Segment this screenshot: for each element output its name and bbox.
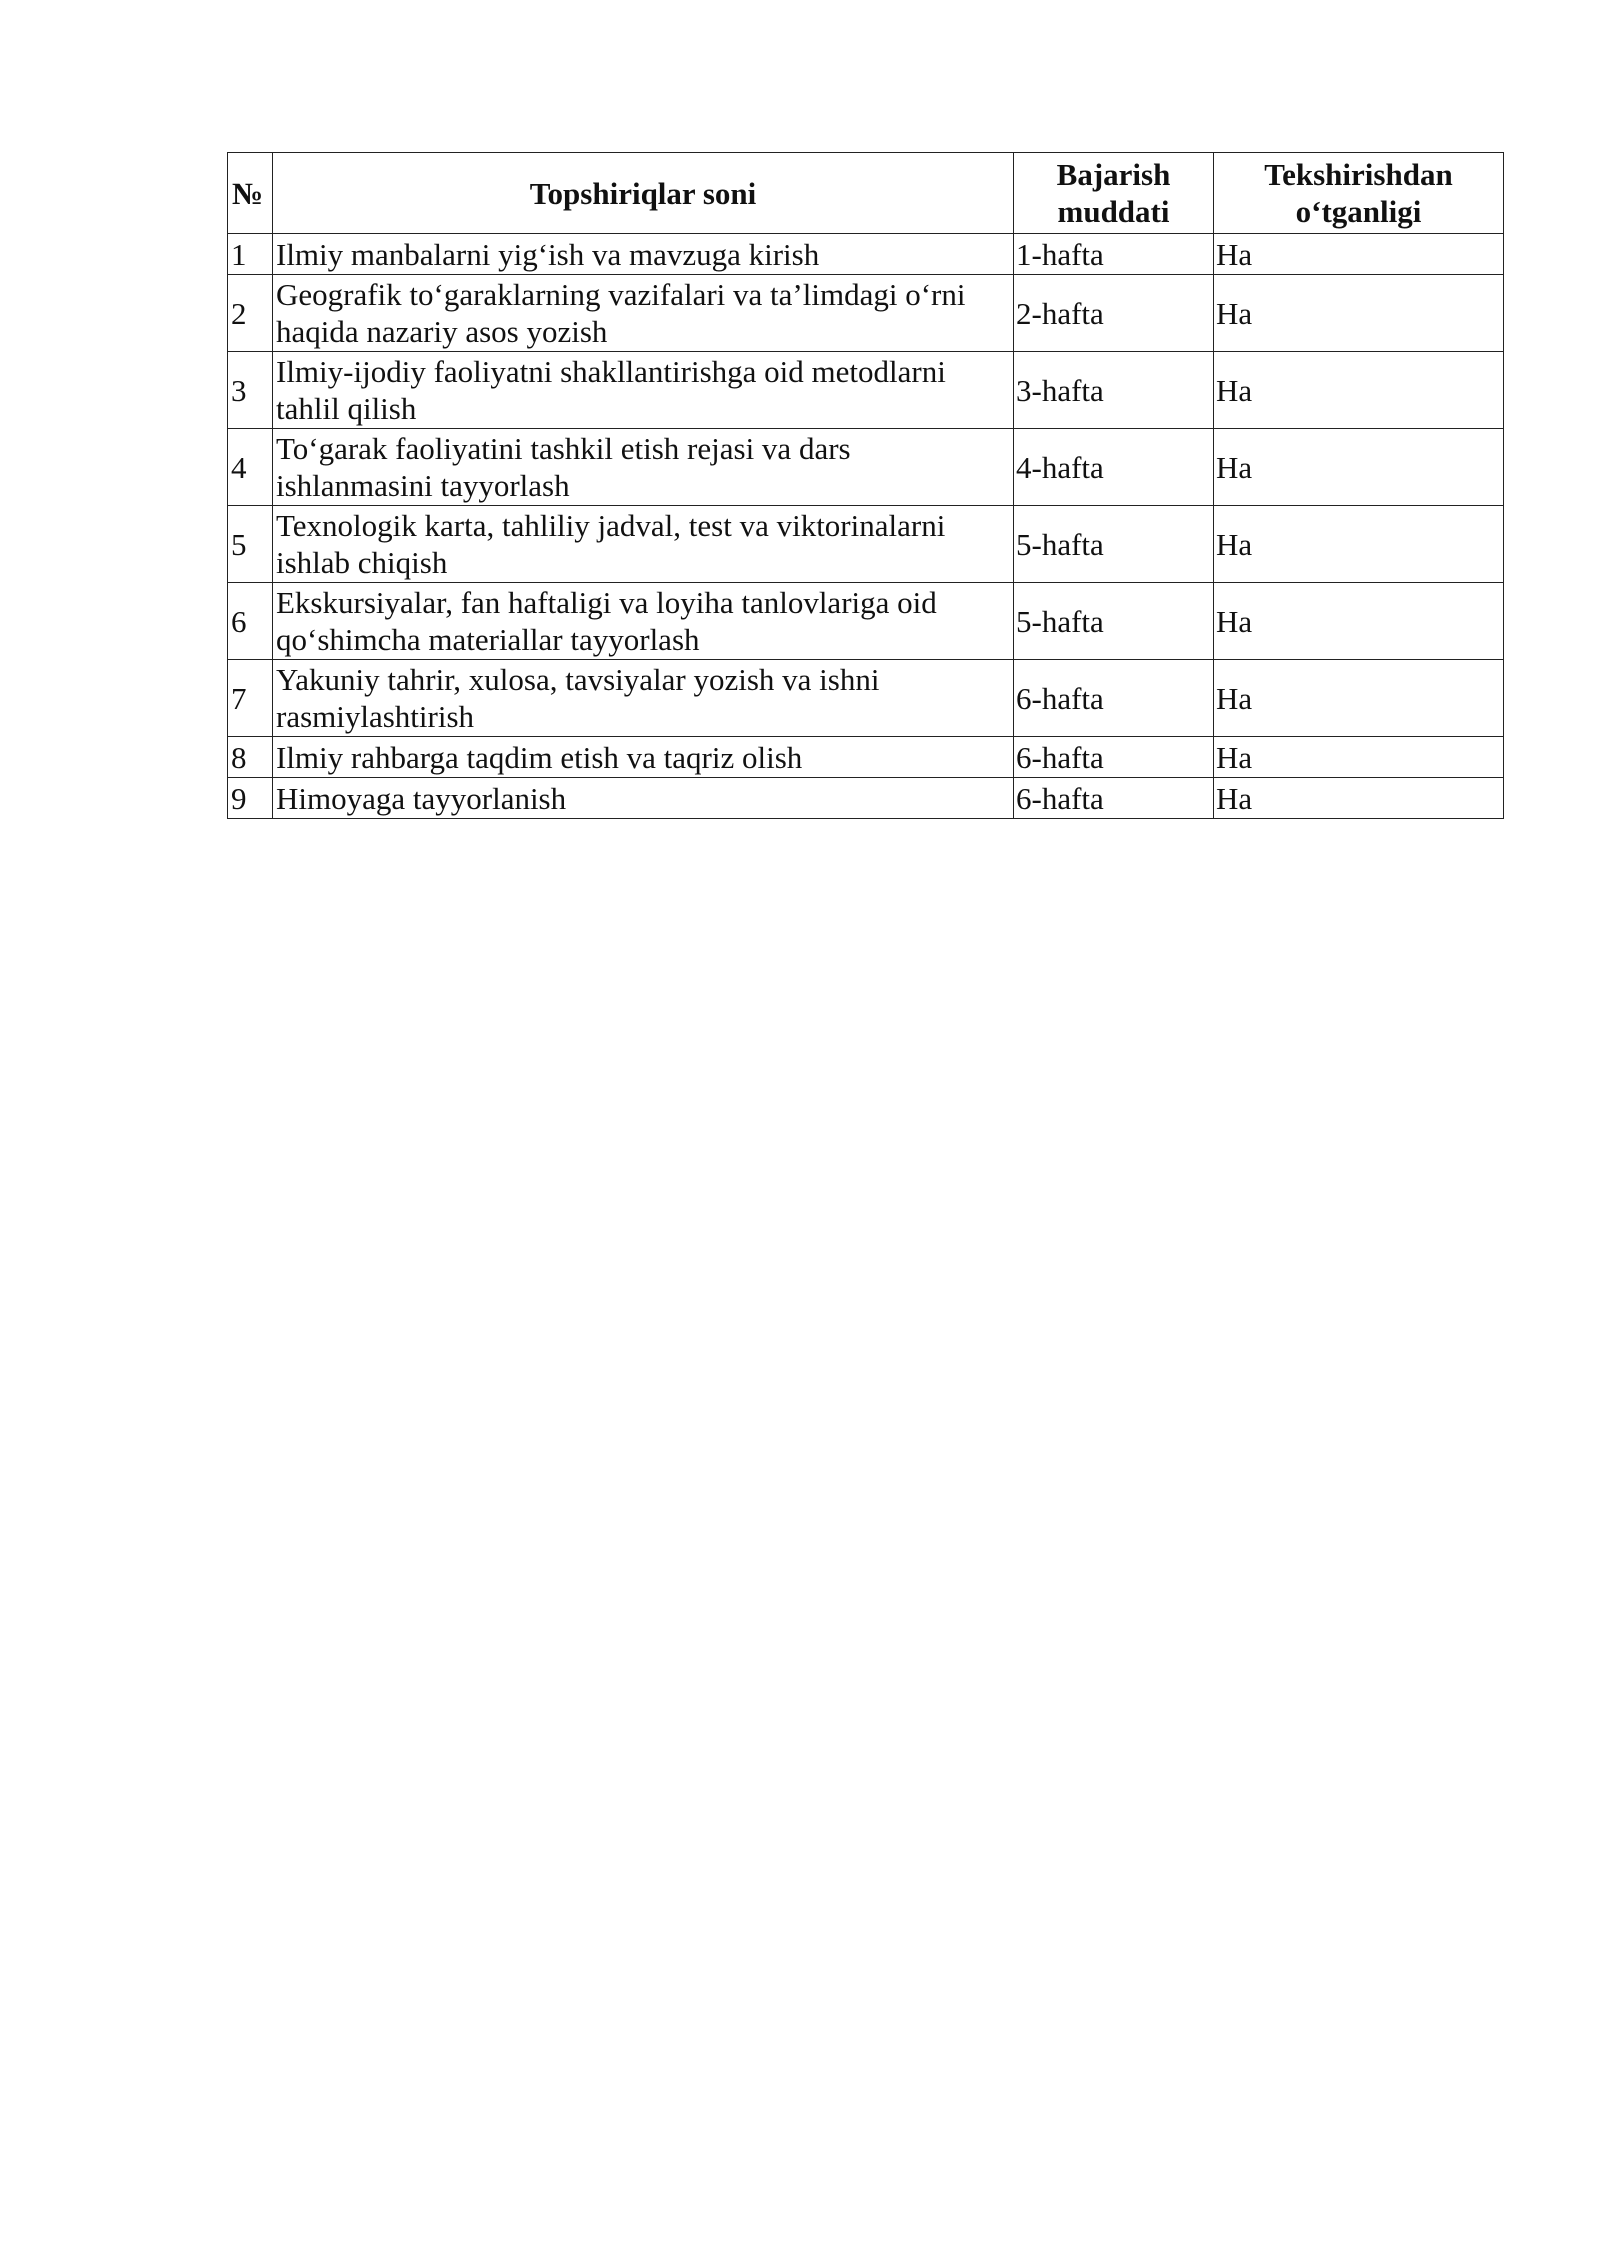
row-deadline: 5-hafta [1014, 506, 1214, 583]
table-row [228, 275, 1504, 352]
row-checked: Ha [1214, 778, 1504, 819]
header-deadline [1014, 153, 1214, 234]
header-checked [1214, 153, 1504, 234]
row-deadline: 6-hafta [1014, 778, 1214, 819]
row-number: 5 [228, 506, 273, 583]
table-row [228, 506, 1504, 583]
row-task: Himoyaga tayyorlanish [273, 778, 1014, 819]
header-checked-line2: o‘tganligi [1295, 194, 1422, 229]
table-row [228, 583, 1504, 660]
table-row [228, 660, 1504, 737]
row-checked: Ha [1214, 660, 1504, 737]
row-number: 6 [228, 583, 273, 660]
row-deadline: 5-hafta [1014, 583, 1214, 660]
row-deadline: 3-hafta [1014, 352, 1214, 429]
row-task: Ilmiy-ijodiy faoliyatni shakllantirishga oid metodlarni tahlil qilish [273, 352, 1014, 429]
row-number: 4 [228, 429, 273, 506]
row-task: Yakuniy tahrir, xulosa, tavsiyalar yozish va ishni rasmiylashtirish [273, 660, 1014, 737]
row-deadline: 1-hafta [1014, 234, 1214, 275]
table-row [228, 737, 1504, 778]
row-checked: Ha [1214, 352, 1504, 429]
row-checked: Ha [1214, 234, 1504, 275]
row-number: 1 [228, 234, 273, 275]
row-number: 2 [228, 275, 273, 352]
row-number: 8 [228, 737, 273, 778]
row-task: Texnologik karta, tahliliy jadval, test va viktorinalarni ishlab chiqish [273, 506, 1014, 583]
row-checked: Ha [1214, 583, 1504, 660]
row-number: 9 [228, 778, 273, 819]
row-number: 7 [228, 660, 273, 737]
row-checked: Ha [1214, 506, 1504, 583]
table-row [228, 234, 1504, 275]
row-task: Ilmiy manbalarni yig‘ish va mavzuga kirish [273, 234, 1014, 275]
row-checked: Ha [1214, 737, 1504, 778]
header-deadline-line1: Bajarish [1056, 157, 1171, 192]
header-deadline-line2: muddati [1057, 194, 1170, 229]
header-tasks: Topshiriqlar soni [273, 153, 1014, 234]
header-number: № [228, 153, 273, 234]
row-checked: Ha [1214, 275, 1504, 352]
row-number: 3 [228, 352, 273, 429]
row-task: Geografik to‘garaklarning vazifalari va ta’limdagi o‘rni haqida nazariy asos yozish [273, 275, 1014, 352]
row-checked: Ha [1214, 429, 1504, 506]
table-header-row [228, 153, 1504, 234]
row-deadline: 6-hafta [1014, 660, 1214, 737]
row-task: To‘garak faoliyatini tashkil etish rejasi va dars ishlanmasini tayyorlash [273, 429, 1014, 506]
row-deadline: 6-hafta [1014, 737, 1214, 778]
row-task: Ekskursiyalar, fan haftaligi va loyiha tanlovlariga oid qo‘shimcha materiallar tayyorlash [273, 583, 1014, 660]
row-task: Ilmiy rahbarga taqdim etish va taqriz olish [273, 737, 1014, 778]
table-row [228, 352, 1504, 429]
task-schedule-table [227, 152, 1504, 819]
table-row [228, 429, 1504, 506]
table-row [228, 778, 1504, 819]
row-deadline: 2-hafta [1014, 275, 1214, 352]
header-checked-line1: Tekshirishdan [1264, 157, 1453, 192]
row-deadline: 4-hafta [1014, 429, 1214, 506]
